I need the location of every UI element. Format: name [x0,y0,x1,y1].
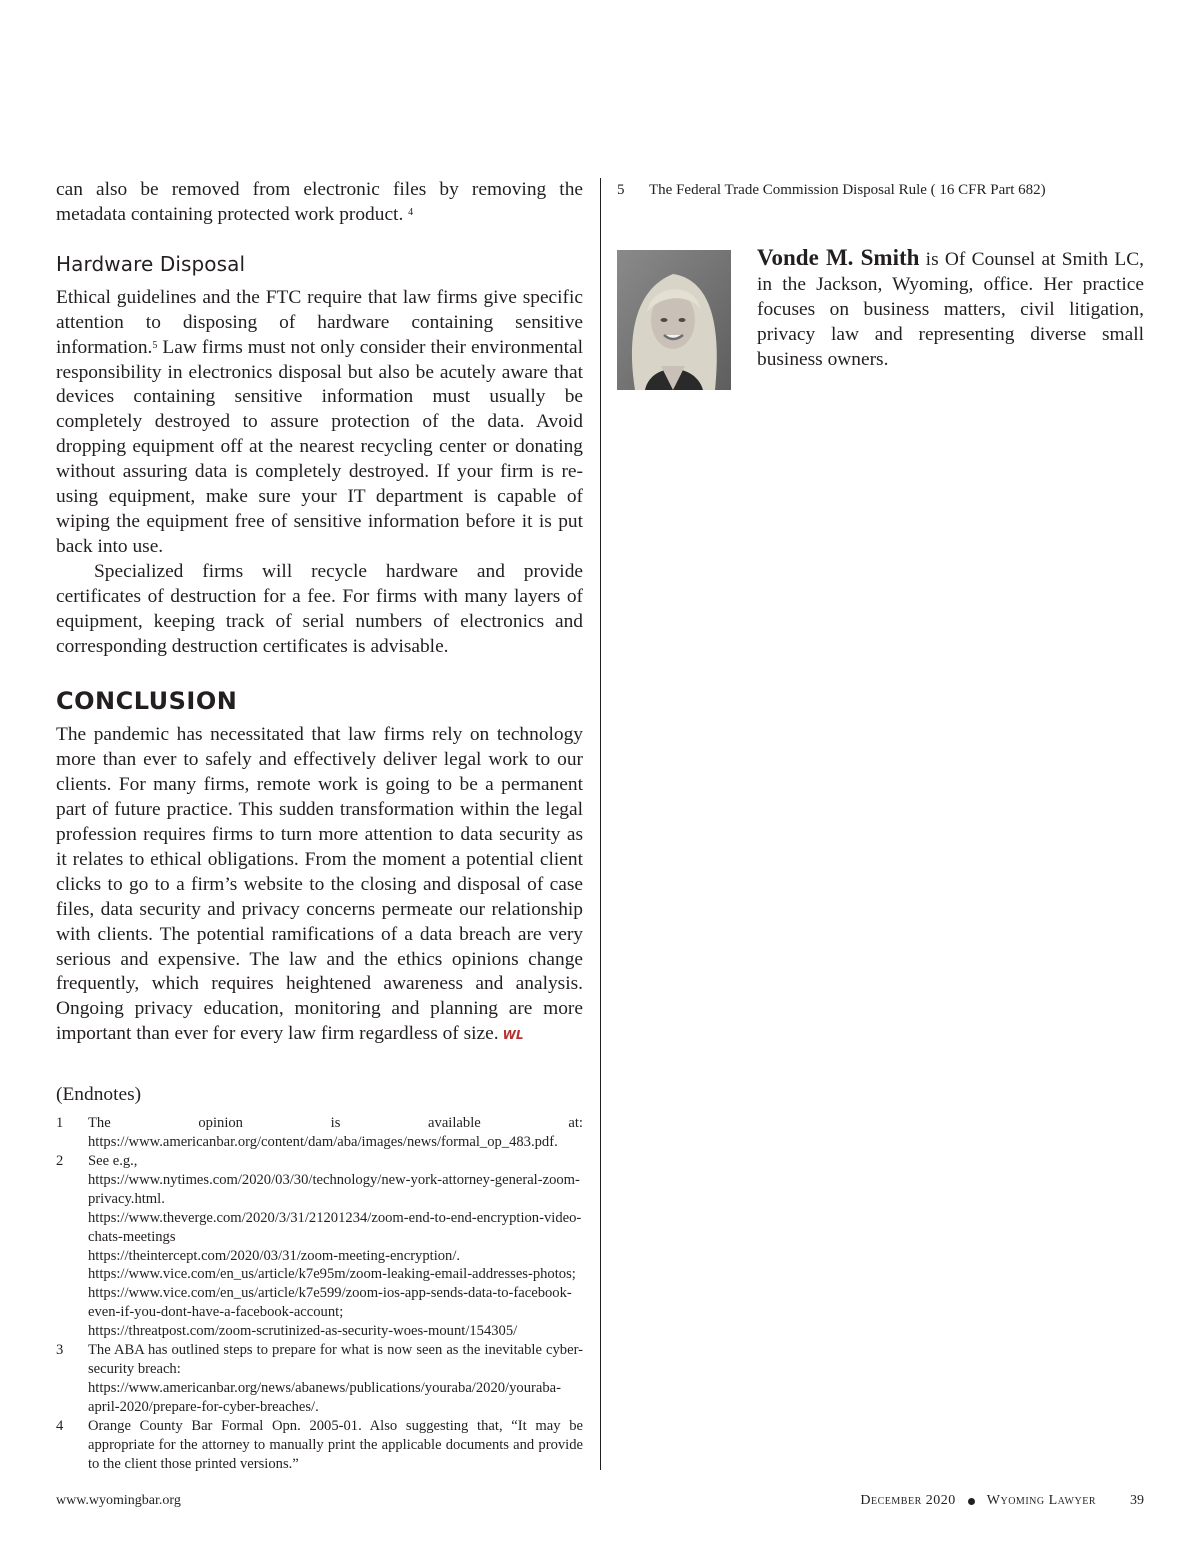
endnote-link[interactable]: https://www.theverge.com/2020/3/31/21201234/zoom-end-to-end-encryption-video-chats-meetings [88,1209,582,1245]
intro-paragraph: can also be removed from electronic files by removing the metadata containing protected work product. $^4$ [56,179,583,225]
endnote-body [88,1417,583,1474]
endnote-link[interactable]: https://threatpost.com/zoom-scrutinized-as-security-woes-mount/154305/ [88,1323,518,1340]
endnote-line: Orange County Bar Formal Opn. 2005-01. Also suggesting that, “It may be appropriate for the attorney to manually print the applicable documents and provide to the client those printed versions.” [88,1417,583,1472]
endnote-item [56,1341,583,1417]
right-column [617,178,1144,390]
endnote-item [56,1114,583,1152]
author-bio [617,245,1144,390]
endnote-link[interactable]: https://www.nytimes.com/2020/03/30/technology/new-york-attorney-general-zoom-privacy.html. [88,1171,580,1207]
note-ref: 5 [152,339,158,351]
left-column [56,178,583,1473]
endnote-line: The ABA has outlined steps to prepare for what is now seen as the inevitable cyber-security breach: [88,1342,583,1377]
endnote-number: 2 [56,1153,64,1169]
endnotes-title: (Endnotes) [56,1084,142,1106]
endnotes-list [56,1114,583,1473]
endnote-line: The opinion is available at: https://www.americanbar.org/content/dam/aba/images/news/formal_op_483.pdf. [88,1115,583,1151]
endnote-body [88,1152,583,1341]
endnote-body [88,1114,583,1152]
conclusion-paragraph: The pandemic has necessitated that law firms rely on technology more than ever to safely and effectively deliver legal work to our clients. For many firms, remote work is going to be a permanent part of future practice. This sudden transformation within the legal profession requires firms to turn more attention to data security as it relates to ethical obligations. From the moment a potential client clicks to go to a firm’s website to the closing and disposal of case files, data security and privacy concerns permeate our relationship with clients. The potential ramifications of a data breach are very serious and expensive. The law and the ethics opinions change frequently, which requires heightened awareness and analysis. Ongoing privacy education, monitoring and planning are more important than ever for every law firm regardless of size. WL [56,724,583,1045]
footer-right [860,1493,1144,1509]
endnote-link[interactable]: https://www.vice.com/en_us/article/k7e95m/zoom-leaking-email-addresses-photos; [88,1266,576,1283]
hardware-disposal-heading: Hardware Disposal [56,251,246,276]
author-bio-text: Vonde M. Smith is Of Counsel at Smith LC, in the Jackson, Wyoming, office. Her practice focuses on business matters, civil litigation, privacy law and representing diverse small business owners. [757,245,1144,370]
footnote-number: 5 [617,182,625,198]
endnote-number: 1 [56,1115,64,1132]
column-divider [600,178,601,1470]
endnote-link[interactable]: https://theintercept.com/2020/03/31/zoom-meeting-encryption/. [88,1247,461,1264]
endnote-line: See e.g., [88,1153,138,1169]
bullet-icon [968,1498,975,1505]
endnote-number: 4 [56,1417,64,1434]
endnote-item [56,1152,583,1341]
footer-issue: December 2020 [860,1493,956,1508]
author-photo [617,250,731,390]
footer-website-link[interactable]: www.wyomingbar.org [56,1493,181,1508]
endnote-link[interactable]: https://www.vice.com/en_us/article/k7e599/zoom-ios-app-sends-data-to-facebook-even-if-you-dont-have-a-facebook-account; [88,1285,572,1321]
endnote-item [56,1417,583,1474]
author-name: Vonde M. Smith [757,245,920,270]
footnote-5 [617,180,1144,200]
page-number: 39 [1130,1493,1144,1508]
end-mark: WL [502,1028,524,1043]
page-footer [56,1493,1144,1515]
note-ref: 4 [408,206,414,218]
footnote-text: The Federal Trade Commission Disposal Rule ( 16 CFR Part 682) [649,182,1046,198]
endnote-body [88,1341,583,1417]
footer-publication: Wyoming Lawyer [986,1493,1096,1508]
hardware-paragraph-1: Ethical guidelines and the FTC require that law firms give specific attention to disposing of hardware containing sensitive information.$^5$ Law firms must not only consider their environmental responsibility in electronics disposal but also be acutely aware that devices containing sensitive information must usually be completely destroyed to assure protection of the data. Avoid dropping equipment off at the nearest recycling center or donating without assuring data is completely destroyed. If your firm is re-using equipment, make sure your IT department is capable of wiping the equipment free of sensitive information before it is put back into use. [56,286,583,557]
endnote-link[interactable]: https://www.americanbar.org/news/abanews/publications/youraba/2020/youraba-april-2020/prepare-for-cyber-breaches/. [88,1379,561,1415]
hardware-paragraph-2: Specialized firms will recycle hardware and provide certificates of destruction for a fee. For firms with many layers of equipment, keeping track of serial numbers of electronics and corresponding destruction certificates is advisable. [56,560,583,657]
endnote-number: 3 [56,1342,64,1359]
conclusion-heading: CONCLUSION [56,687,238,716]
